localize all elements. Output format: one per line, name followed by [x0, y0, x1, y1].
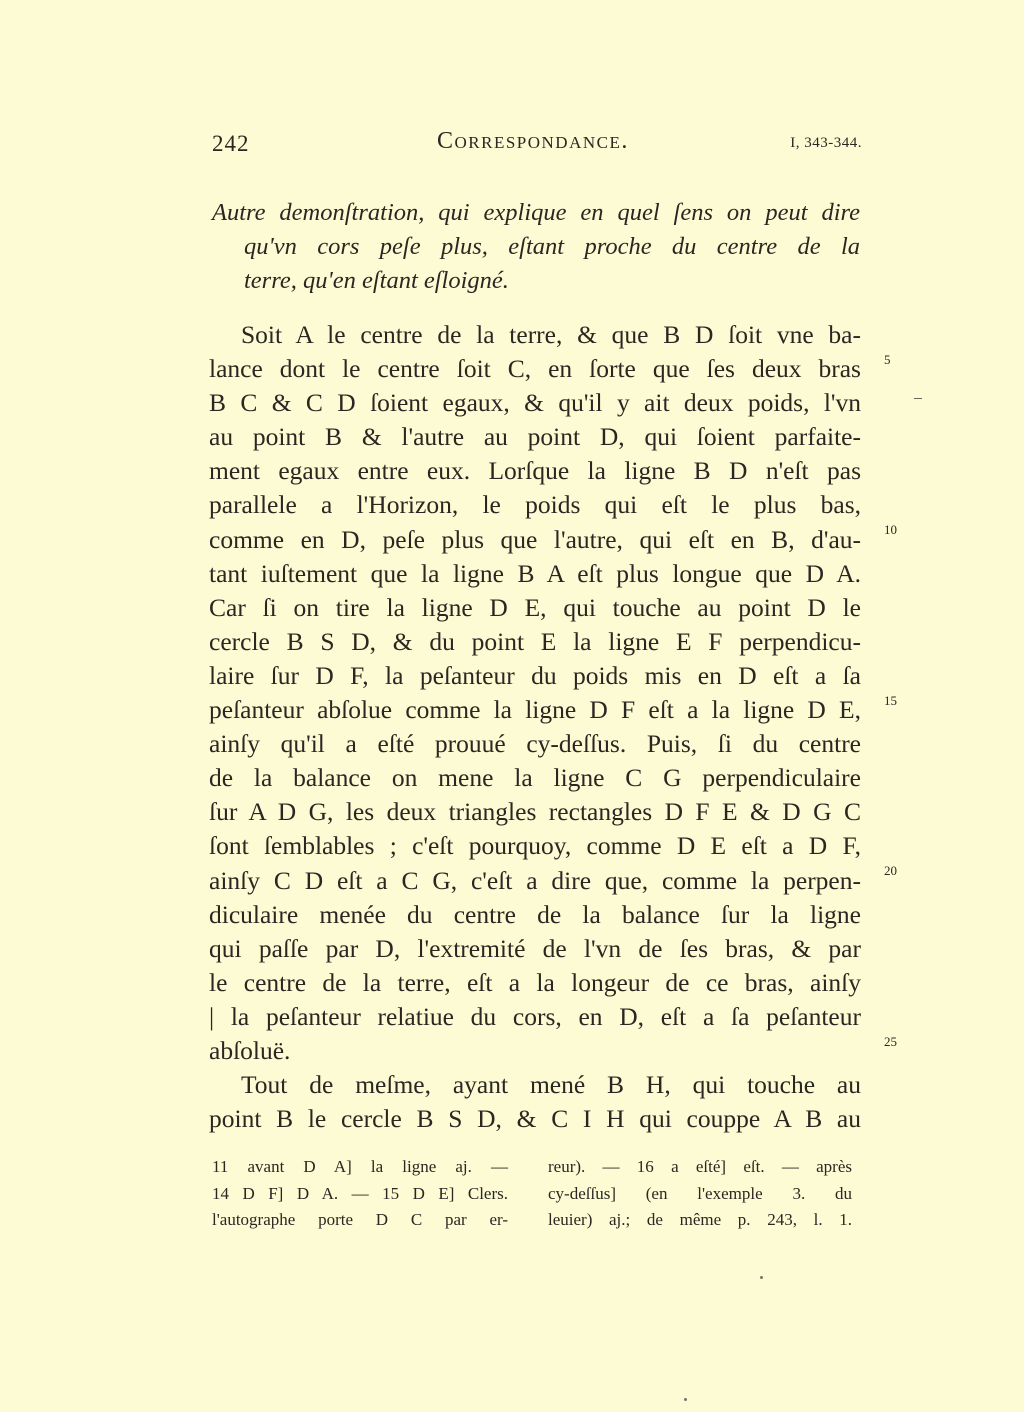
text-line: Car ſi on tire la ligne D E, qui touche au point D le	[209, 592, 861, 622]
text-line: ment egaux entre eux. Lorſque la ligne B D n'eſt pas	[209, 456, 861, 486]
line-number: 10	[884, 522, 897, 537]
notes-column-left	[212, 1154, 508, 1234]
text-line: B C & C D ſoient egaux, & qu'il y ait deux poids, l'vn	[209, 388, 861, 418]
text-line: qui paſſe par D, l'extremité de l'vn de ſes bras, & par	[209, 933, 861, 963]
text-line: abſoluë.	[209, 1035, 291, 1065]
text-line: comme en D, peſe plus que l'autre, qui eſt en B, d'au-	[209, 524, 861, 554]
running-title: Correspondance.	[437, 128, 629, 154]
note-line: l'autographe porte D C par er-	[212, 1210, 508, 1229]
note-line: 11 avant D A] la ligne aj. —	[212, 1157, 508, 1176]
line-number: 25	[884, 1034, 897, 1049]
text-line: point B le cercle B S D, & C I H qui couppe A B au	[209, 1104, 861, 1134]
text-line: de la balance on mene la ligne C G perpendiculaire	[209, 763, 861, 793]
text-line: ainſy C D eſt a C G, c'eſt a dire que, comme la perpen-	[209, 865, 861, 895]
text-line: Soit A le centre de la terre, & que B D ſoit vne ba-	[241, 320, 861, 349]
note-line: 14 D F] D A. — 15 D E] Clers.	[212, 1183, 508, 1203]
text-line: tant iuſtement que la ligne B A eſt plus longue que D A.	[209, 558, 861, 588]
text-line: ainſy qu'il a eſté prouué cy-deſſus. Puis, ſi du centre	[209, 729, 861, 759]
margin-dash	[914, 398, 922, 399]
page-header	[212, 128, 862, 160]
subtitle-line: qu'vn cors peſe plus, eſtant proche du centre de la	[244, 233, 860, 260]
note-line: cy-deſſus] (en l'exemple 3. du	[548, 1183, 852, 1203]
speck-mark	[760, 1276, 763, 1279]
subtitle-line: terre, qu'en eſtant eſloigné.	[244, 267, 509, 294]
subtitle-line: Autre demonſtration, qui explique en quel ſens on peut dire	[212, 199, 860, 226]
text-line: ſont ſemblables ; c'eſt pourquoy, comme D E eſt a D F,	[209, 831, 861, 861]
note-line: reur). — 16 a eſté] eſt. — après	[548, 1157, 852, 1176]
text-line: lance dont le centre ſoit C, en ſorte que ſes deux bras	[209, 354, 861, 384]
text-line: ſur A D G, les deux triangles rectangles D F E & D G C	[209, 797, 861, 827]
text-line: parallele a l'Horizon, le poids qui eſt le plus bas,	[209, 490, 861, 520]
text-line: cercle B S D, & du point E la ligne E F perpendicu-	[209, 626, 861, 656]
speck-mark	[684, 1398, 687, 1401]
line-number: 15	[884, 693, 897, 708]
text-line: | la peſanteur relatiue du cors, en D, eſt a ſa peſanteur	[209, 1001, 861, 1031]
text-line: le centre de la terre, eſt a la longeur de ce bras, ainſy	[209, 967, 861, 997]
text-line: peſanteur abſolue comme la ligne D F eſt a la ligne D E,	[209, 695, 861, 725]
text-line: Tout de meſme, ayant mené B H, qui touche au	[241, 1070, 861, 1100]
note-line: leuier) aj.; de même p. 243, l. 1.	[548, 1210, 852, 1229]
text-line: diculaire menée du centre de la balance ſur la ligne	[209, 899, 861, 929]
text-line: laire ſur D F, la peſanteur du poids mis en D eſt a ſa	[209, 660, 861, 690]
page-reference: I, 343-344.	[790, 135, 862, 151]
section-subtitle	[212, 196, 860, 298]
line-number: 20	[884, 863, 897, 878]
body-text	[209, 318, 861, 1136]
notes-column-right	[548, 1154, 852, 1234]
text-line: au point B & l'autre au point D, qui ſoient parfaite-	[209, 422, 861, 452]
page-number: 242	[212, 131, 250, 156]
line-number: 5	[884, 352, 891, 367]
